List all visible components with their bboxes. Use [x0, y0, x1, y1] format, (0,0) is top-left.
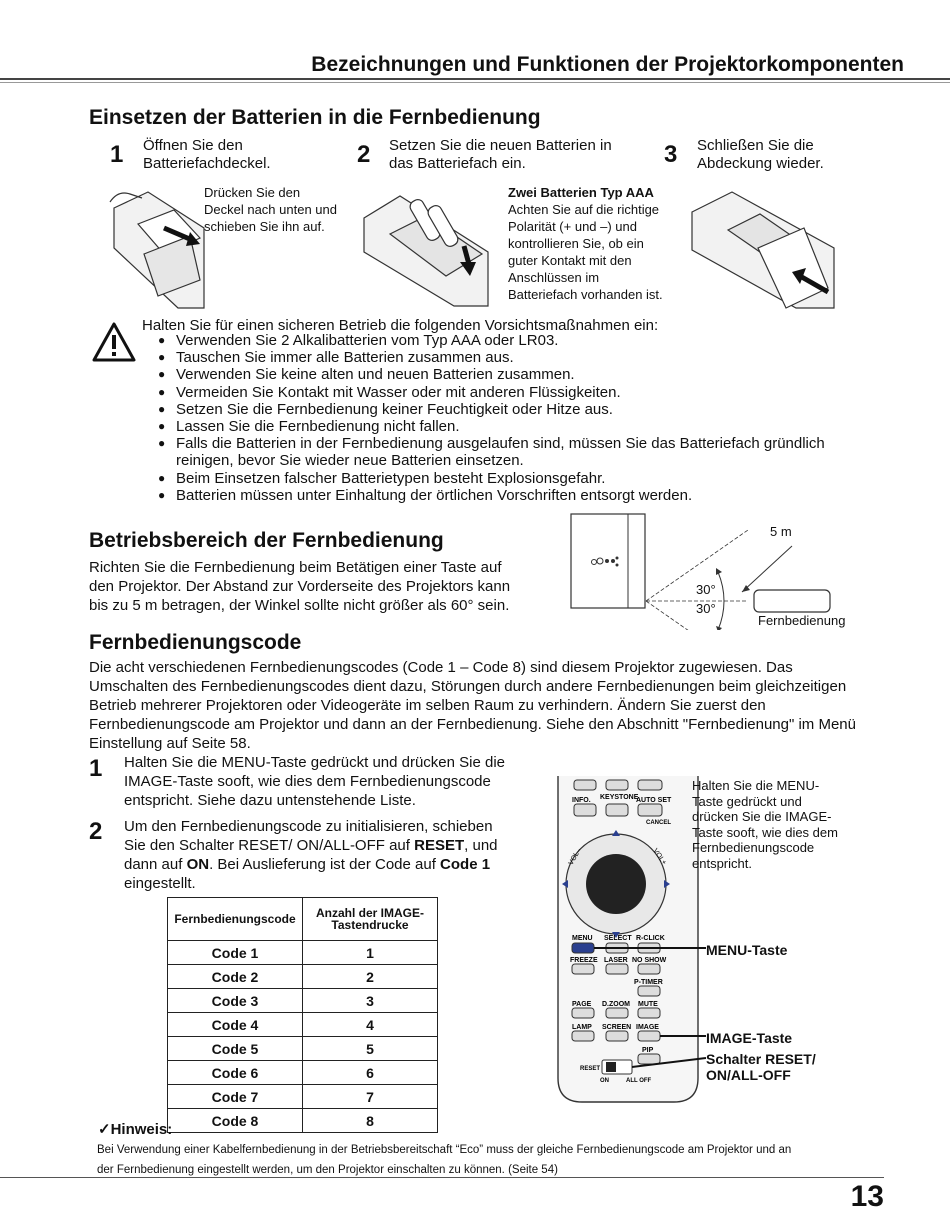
remote-mute-label: MUTE — [638, 1001, 658, 1008]
code-step-2-text: Um den Fernbedienungscode zu initialisieren, schieben Sie den Schalter RESET/ ON/ALL-OFF auf RESET, und dann auf ON. Bei Auslieferung ist der Code auf Code 1 eingestellt. — [124, 818, 498, 892]
battery-step-3-number: 3 — [664, 141, 678, 168]
table-row: Code 6 6 — [168, 1061, 438, 1085]
battery-step-1-text: Öffnen Sie den Batteriefachdeckel. — [143, 137, 271, 172]
remote-screen-label: SCREEN — [602, 1024, 632, 1031]
caution-item: ● Batterien müssen unter Einhaltung der örtlichen Vorschriften entsorgt werden. — [158, 487, 825, 504]
close-cover-illustration — [688, 188, 838, 312]
range-text: Richten Sie die Fernbedienung beim Betätigen einer Taste auf den Projektor. Der Abstand zur Vorderseite des Projektors kann bis zu 5 m betragen, der Winkel sollte nicht größer als 60° sein. — [89, 559, 511, 614]
open-cover-illustration — [108, 188, 208, 312]
page-number: 13 — [850, 1180, 884, 1213]
table-row: Code 3 3 — [168, 989, 438, 1013]
footer-rule — [0, 1177, 884, 1178]
remote-lamp-label: LAMP — [572, 1024, 592, 1031]
remote-autoset-label: AUTO SET — [636, 797, 672, 804]
checkmark-icon: ✓ — [98, 1121, 111, 1138]
code-table — [167, 897, 438, 1133]
angle-bottom-label: 30° — [696, 601, 716, 616]
warning-icon — [92, 322, 136, 362]
remote-select-label: SELECT — [604, 935, 632, 942]
remote-label: Fernbedienung — [758, 613, 846, 628]
section-header-title: Bezeichnungen und Funktionen der Projektorkomponenten — [311, 53, 904, 76]
remote-alloff-label: ALL OFF — [626, 1078, 652, 1084]
table-row: Code 4 4 — [168, 1013, 438, 1037]
table-row: Code 1 1 — [168, 941, 438, 965]
header-rule — [0, 78, 950, 80]
remote-reset-label: RESET — [580, 1066, 601, 1072]
code-table-header-count: Anzahl der IMAGE- Tastendrucke — [303, 898, 438, 941]
range-heading: Betriebsbereich der Fernbedienung — [89, 529, 444, 552]
caution-item: ● Vermeiden Sie Kontakt mit Wasser oder mit anderen Flüssigkeiten. — [158, 384, 825, 401]
battery-step-1-number: 1 — [110, 141, 124, 168]
caution-item: ● Verwenden Sie 2 Alkalibatterien vom Typ AAA oder LR03. — [158, 332, 825, 349]
remote-vol-minus: VOL– — [567, 847, 583, 867]
table-row: Code 2 2 — [168, 965, 438, 989]
remote-dzoom-label: D.ZOOM — [602, 1001, 630, 1008]
caution-item: ● Beim Einsetzen falscher Batterietypen besteht Explosionsgefahr. — [158, 470, 825, 487]
code-intro: Die acht verschiedenen Fernbedienungscodes (Code 1 – Code 8) sind diesem Projektor zugewiesen. Das Umschalten des Fernbedienungscodes dient dazu, Störungen durch andere Fernbedienungen beim gleichzeitigen Betrieb mehrerer Projektoren oder Videogeräte im selben Raum zu verhindern. Ändern Sie zuerst den Fernbedienungscode am Projektor und dann an der Fernbedienung. Siehe den Abschnitt "Fernbedienung" im Menü Einstellung auf Seite 58. — [89, 659, 856, 752]
note-title: ✓Hinweis: — [98, 1121, 173, 1138]
angle-top-label: 30° — [696, 582, 716, 597]
remote-menu-label: MENU — [572, 935, 593, 942]
caution-item: ● Falls die Batterien in der Fernbedienung ausgelaufen sind, müssen Sie das Batteriefach gründlich reinigen, bevor Sie wieder neue Batterien einsetzen. — [158, 435, 825, 469]
caution-intro: Halten Sie für einen sicheren Betrieb die folgenden Vorsichtsmaßnahmen ein: — [142, 317, 659, 334]
remote-noshow-label: NO SHOW — [632, 957, 667, 964]
battery-heading: Einsetzen der Batterien in die Fernbedienung — [89, 106, 541, 129]
caution-item: ● Tauschen Sie immer alle Batterien zusammen aus. — [158, 349, 825, 366]
range-distance-label: 5 m — [770, 524, 792, 539]
caution-item: ● Setzen Sie die Fernbedienung keiner Feuchtigkeit oder Hitze aus. — [158, 401, 825, 418]
table-row: Code 8 8 — [168, 1109, 438, 1133]
battery-step-2-text: Setzen Sie die neuen Batterien in das Batteriefach ein. — [389, 137, 612, 172]
code-step-1-number: 1 — [89, 755, 103, 782]
note-text: Bei Verwendung einer Kabelfernbedienung in der Betriebsbereitschaft “Eco” muss der gleiche Fernbedienungscode am Projektor und an der Fernbedienung eingestellt werden, um den Projektor einschalten zu können. (Seite 54) — [97, 1144, 792, 1176]
reset-switch-callout: Schalter RESET/ ON/ALL-OFF — [706, 1051, 816, 1083]
battery-step-3-text: Schließen Sie die Abdeckung wieder. — [697, 137, 824, 172]
battery-step-2-number: 2 — [357, 141, 371, 168]
insert-batteries-illustration — [360, 190, 492, 310]
image-key-callout: IMAGE-Taste — [706, 1030, 793, 1046]
table-row: Code 7 7 — [168, 1085, 438, 1109]
remote-side-note: Halten Sie die MENU- Taste gedrückt und drücken Sie die IMAGE- Taste sooft, wie dies dem Fernbedienungscode entspricht. — [692, 778, 838, 871]
code-step-2-number: 2 — [89, 818, 103, 845]
code-step-1-text: Halten Sie die MENU-Taste gedrückt und drücken Sie die IMAGE-Taste sooft, wie dies dem Fernbedienungscode entspricht. Siehe dazu untenstehende Liste. — [124, 754, 506, 809]
remote-keystone-label: KEYSTONE — [600, 794, 639, 801]
remote-laser-label: LASER — [604, 957, 628, 964]
remote-freeze-label: FREEZE — [570, 957, 598, 964]
battery-type-note: Zwei Batterien Typ AAA Achten Sie auf die richtige Polarität (+ und –) und kontrollieren Sie, ob ein guter Kontakt mit den Anschlüssen im Batteriefach vorhanden ist. — [508, 185, 663, 302]
code-heading: Fernbedienungscode — [89, 631, 302, 654]
table-row: Code 5 5 — [168, 1037, 438, 1061]
remote-pip-label: PIP — [642, 1047, 654, 1054]
remote-info-label: INFO. — [572, 797, 591, 804]
remote-control-illustration — [556, 776, 706, 1106]
header-rule-thin — [0, 82, 950, 83]
remote-rclick-label: R-CLICK — [636, 935, 665, 942]
caution-list — [158, 332, 825, 504]
caution-item: ● Lassen Sie die Fernbedienung nicht fallen. — [158, 418, 825, 435]
remote-page-label: PAGE — [572, 1001, 592, 1008]
code-table-header-code: Fernbedienungscode — [168, 898, 303, 941]
open-cover-note: Drücken Sie den Deckel nach unten und schieben Sie ihn auf. — [204, 185, 337, 234]
remote-on-label: ON — [600, 1078, 609, 1084]
remote-image-label: IMAGE — [636, 1024, 659, 1031]
menu-key-callout: MENU-Taste — [706, 942, 788, 958]
remote-cancel-label: CANCEL — [646, 820, 671, 826]
remote-vol-plus: VOL+ — [651, 847, 668, 867]
remote-ptimer-label: P-TIMER — [634, 979, 663, 986]
caution-item: ● Verwenden Sie keine alten und neuen Batterien zusammen. — [158, 366, 825, 383]
